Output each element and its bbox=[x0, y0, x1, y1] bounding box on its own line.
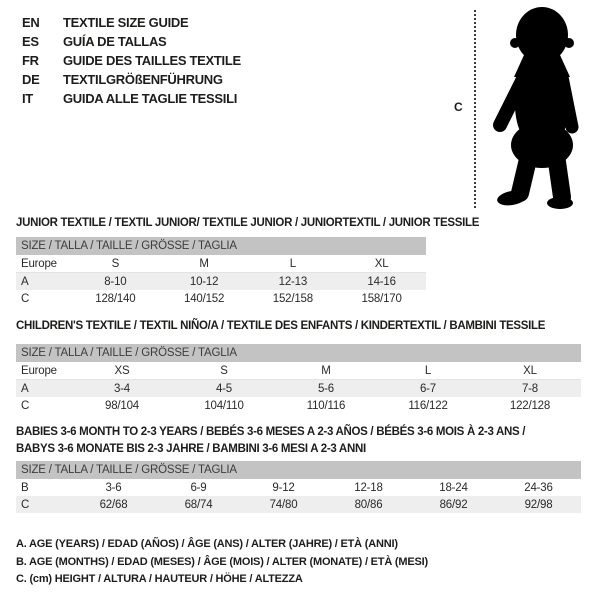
row-label: C bbox=[16, 496, 71, 513]
col-size: XS bbox=[71, 362, 173, 380]
col-size: L bbox=[249, 255, 338, 273]
cell: 110/116 bbox=[306, 399, 346, 412]
row-label: A bbox=[16, 380, 71, 398]
column-header-row bbox=[16, 362, 581, 380]
col-size: M bbox=[160, 255, 249, 273]
legend-footnotes bbox=[16, 536, 428, 589]
table-row-c bbox=[16, 397, 581, 414]
cell: 8-10 bbox=[71, 273, 160, 291]
lang-row-es bbox=[22, 32, 241, 51]
size-header-band bbox=[16, 344, 581, 362]
col-europe: Europe bbox=[16, 255, 71, 273]
junior-table-title: JUNIOR TEXTILE / TEXTIL JUNIOR/ TEXTILE JUNIOR / JUNIORTEXTIL / JUNIOR TESSILE bbox=[16, 217, 480, 229]
column-header-row bbox=[16, 255, 426, 273]
cell: 9-12 bbox=[272, 481, 295, 494]
cell: 12-13 bbox=[249, 273, 338, 291]
row-label: B bbox=[21, 481, 29, 494]
babies-title-line1: BABIES 3-6 MONTH TO 2-3 YEARS / BEBÉS 3-6 MESES A 2-3 AÑOS / BÉBÉS 3-6 MOIS À 2-3 ANS / bbox=[16, 426, 526, 438]
cell: 3-4 bbox=[71, 380, 173, 398]
lang-row-de bbox=[22, 70, 241, 89]
size-header-band bbox=[16, 461, 581, 479]
language-title-block bbox=[22, 13, 241, 108]
footnote-c: C. (cm) HEIGHT / ALTURA / HAUTEUR / HÖHE / ALTEZZA bbox=[16, 573, 303, 585]
junior-size-table bbox=[16, 237, 426, 307]
lang-code: FR bbox=[22, 53, 39, 68]
row-label: A bbox=[16, 273, 71, 291]
table-row-a bbox=[16, 380, 581, 398]
lang-code: DE bbox=[22, 72, 40, 87]
babies-size-table bbox=[16, 461, 581, 513]
cell: 6-9 bbox=[190, 481, 207, 494]
height-dotted-line bbox=[474, 10, 476, 208]
col-size: S bbox=[71, 255, 160, 273]
col-size: M bbox=[275, 362, 377, 380]
cell: 68/74 bbox=[156, 496, 241, 513]
cell: 7-8 bbox=[479, 380, 581, 398]
lang-label: TEXTILE SIZE GUIDE bbox=[63, 15, 189, 30]
col-size: L bbox=[377, 362, 479, 380]
cell: 86/92 bbox=[411, 496, 496, 513]
cell: 158/170 bbox=[361, 292, 402, 305]
row-label: C bbox=[21, 399, 30, 412]
cell: 98/104 bbox=[105, 399, 139, 412]
cell: 140/152 bbox=[184, 292, 225, 305]
cell: 122/128 bbox=[509, 399, 551, 412]
row-label: C bbox=[21, 292, 30, 305]
cell: 104/110 bbox=[204, 399, 244, 412]
cell: 62/68 bbox=[71, 496, 156, 513]
cell: 6-7 bbox=[377, 380, 479, 398]
toddler-silhouette-icon bbox=[486, 5, 598, 210]
cell: 116/122 bbox=[408, 399, 448, 412]
cell: 92/98 bbox=[496, 496, 581, 513]
footnote-b: B. AGE (MONTHS) / EDAD (MESES) / ÂGE (MOIS) / ALTER (MONATE) / ETÀ (MESI) bbox=[16, 555, 428, 568]
cell: 74/80 bbox=[241, 496, 326, 513]
table-row-b bbox=[16, 479, 581, 496]
cell: 3-6 bbox=[105, 481, 122, 494]
table-row-c bbox=[16, 496, 581, 513]
table-row-c bbox=[16, 290, 426, 307]
cell: 80/86 bbox=[326, 496, 411, 513]
size-header-label: SIZE / TALLA / TAILLE / GRÖSSE / TAGLIA bbox=[16, 461, 581, 479]
lang-label: GUIDA ALLE TAGLIE TESSILI bbox=[63, 91, 238, 106]
cell: 4-5 bbox=[173, 380, 275, 398]
height-marker-label: C bbox=[454, 100, 463, 114]
children-size-table bbox=[16, 344, 581, 414]
cell: 24-36 bbox=[524, 481, 553, 494]
lang-label: GUIDE DES TAILLES TEXTILE bbox=[63, 53, 241, 68]
cell: 12-18 bbox=[354, 481, 383, 494]
lang-code: IT bbox=[22, 91, 33, 106]
cell: 14-16 bbox=[337, 273, 426, 291]
col-europe: Europe bbox=[16, 362, 71, 380]
col-size: S bbox=[173, 362, 275, 380]
col-size: XL bbox=[337, 255, 426, 273]
col-size: XL bbox=[479, 362, 581, 380]
babies-table-title bbox=[16, 424, 525, 458]
lang-label: TEXTILGRÖßENFÜHRUNG bbox=[63, 72, 223, 87]
cell: 128/140 bbox=[95, 292, 136, 305]
size-header-band bbox=[16, 237, 426, 255]
lang-code: EN bbox=[22, 15, 40, 30]
cell: 10-12 bbox=[160, 273, 249, 291]
lang-row-it bbox=[22, 89, 241, 108]
cell: 152/158 bbox=[272, 292, 313, 305]
lang-row-fr bbox=[22, 51, 241, 70]
lang-code: ES bbox=[22, 34, 39, 49]
size-header-label: SIZE / TALLA / TAILLE / GRÖSSE / TAGLIA bbox=[16, 344, 581, 362]
babies-title-line2: BABYS 3-6 MONATE BIS 2-3 JAHRE / BAMBINI 3-6 MESI A 2-3 ANNI bbox=[16, 443, 366, 455]
cell: 5-6 bbox=[275, 380, 377, 398]
table-row-a bbox=[16, 273, 426, 291]
lang-row-en bbox=[22, 13, 241, 32]
lang-label: GUÍA DE TALLAS bbox=[63, 34, 167, 49]
cell: 18-24 bbox=[439, 481, 468, 494]
footnote-a: A. AGE (YEARS) / EDAD (AÑOS) / ÂGE (ANS) / ALTER (JAHRE) / ETÀ (ANNI) bbox=[16, 538, 398, 550]
size-header-label: SIZE / TALLA / TAILLE / GRÖSSE / TAGLIA bbox=[16, 237, 426, 255]
children-table-title: CHILDREN'S TEXTILE / TEXTIL NIÑO/A / TEXTILE DES ENFANTS / KINDERTEXTIL / BAMBINI TESSILE bbox=[16, 320, 546, 332]
